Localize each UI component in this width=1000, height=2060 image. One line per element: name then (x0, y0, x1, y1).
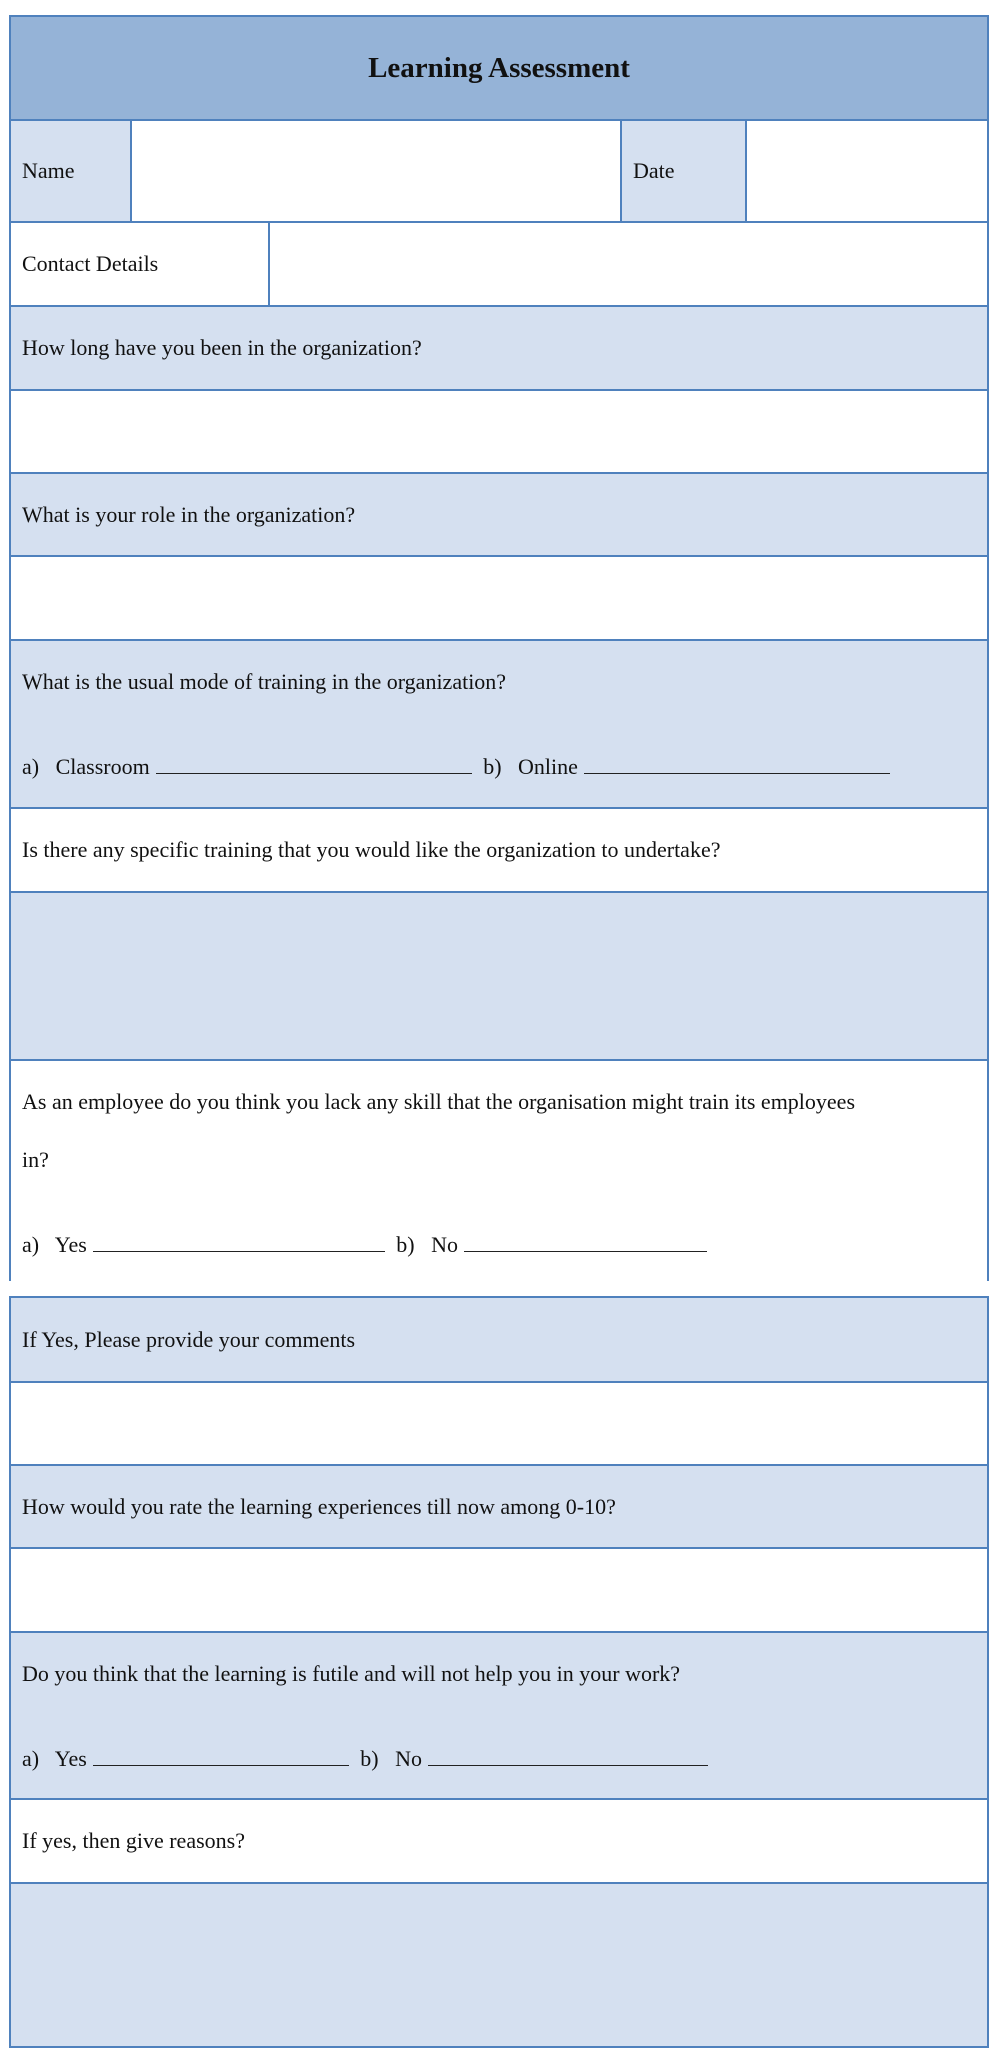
question-text-line-2: in? (22, 1147, 49, 1172)
answer-role[interactable] (11, 555, 987, 639)
question-comments (11, 1298, 987, 1381)
option-a-marker: a) (22, 754, 40, 779)
question-text: How would you rate the learning experiences till now among 0-10? (22, 1493, 616, 1519)
option-yes-label: Yes (54, 1232, 87, 1257)
question-text-line-1: As an employee do you think you lack any skill that the organisation might train its employees (22, 1089, 856, 1114)
classroom-answer-line[interactable] (156, 753, 472, 774)
yes-answer-line[interactable] (93, 1231, 385, 1252)
question-skill-gap (11, 1059, 987, 1281)
option-yes-label: Yes (54, 1746, 87, 1771)
no-answer-line[interactable] (428, 1745, 708, 1766)
option-a-marker: a) (22, 1746, 40, 1771)
name-label-cell (11, 121, 132, 221)
option-classroom-label: Classroom (55, 754, 150, 779)
question-text: How long have you been in the organization? (22, 335, 422, 360)
option-b-marker: b) (483, 754, 502, 779)
contact-field[interactable] (270, 223, 987, 305)
date-field[interactable] (747, 121, 987, 221)
contact-row (11, 221, 987, 305)
question-specific-training (11, 807, 987, 891)
question-reasons (11, 1798, 987, 1882)
training-mode-options (22, 753, 896, 780)
form-title: Learning Assessment (368, 51, 630, 84)
skill-gap-options (22, 1231, 713, 1258)
no-answer-line[interactable] (464, 1231, 707, 1252)
answer-rating[interactable] (11, 1547, 987, 1631)
name-label: Name (22, 158, 75, 183)
date-label: Date (633, 158, 675, 183)
question-training-mode (11, 639, 987, 807)
option-no-label: No (431, 1232, 459, 1257)
option-online-label: Online (518, 754, 578, 779)
question-text: What is the usual mode of training in the organization? (22, 669, 507, 694)
assessment-form-part-1 (9, 15, 989, 1281)
question-text: Do you think that the learning is futile and will not help you in your work? (22, 1661, 681, 1686)
answer-specific-training[interactable] (11, 891, 987, 1059)
option-a-marker: a) (22, 1232, 40, 1257)
name-date-row (11, 119, 987, 221)
question-role (11, 472, 987, 555)
option-no-label: No (395, 1746, 423, 1771)
online-answer-line[interactable] (584, 753, 890, 774)
name-field[interactable] (132, 121, 622, 221)
form-header (11, 17, 987, 119)
question-rating (11, 1464, 987, 1547)
question-text: If Yes, Please provide your comments (22, 1326, 356, 1352)
answer-comments[interactable] (11, 1381, 987, 1464)
yes-answer-line[interactable] (93, 1745, 349, 1766)
contact-label: Contact Details (22, 251, 159, 276)
answer-tenure[interactable] (11, 389, 987, 472)
question-tenure (11, 305, 987, 389)
question-text: What is your role in the organization? (22, 501, 356, 527)
option-b-marker: b) (396, 1232, 415, 1257)
question-futile (11, 1631, 987, 1798)
assessment-form-part-2 (9, 1296, 989, 2048)
futile-options (22, 1745, 714, 1772)
contact-label-cell (11, 223, 270, 305)
question-text: If yes, then give reasons? (22, 1828, 245, 1853)
option-b-marker: b) (360, 1746, 379, 1771)
answer-reasons[interactable] (11, 1882, 987, 2046)
question-text: Is there any specific training that you would like the organization to undertake? (22, 837, 721, 862)
date-label-cell (622, 121, 747, 221)
